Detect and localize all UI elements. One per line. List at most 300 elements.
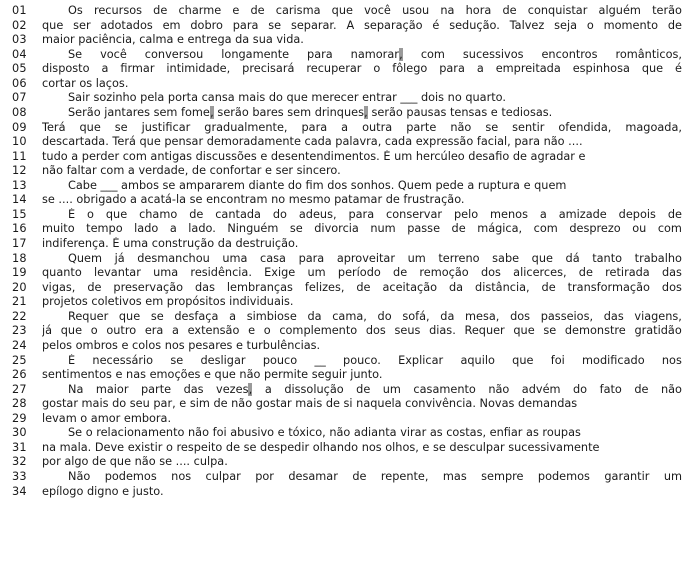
text-line — [0, 164, 694, 179]
text-line — [0, 179, 694, 194]
word: mágica, — [477, 222, 523, 236]
text-line — [0, 310, 694, 325]
line-number: 22 — [12, 309, 27, 323]
word: dos — [510, 309, 531, 323]
line-number: 29 — [12, 411, 27, 425]
word: o — [586, 18, 594, 32]
word: passe — [407, 222, 441, 236]
word: viagens, — [634, 309, 682, 323]
word: carisma — [275, 4, 321, 17]
word: um — [663, 470, 682, 483]
word: adeus, — [298, 207, 337, 221]
word: espinhosa — [572, 62, 630, 76]
word: a — [169, 222, 177, 236]
word: dos — [661, 280, 682, 294]
word: e — [248, 324, 256, 338]
word: separação — [364, 18, 423, 32]
word: de — [153, 4, 168, 17]
word: com — [657, 222, 682, 236]
word: chamo — [139, 207, 178, 221]
word: quanto — [42, 266, 82, 280]
word: que — [42, 18, 64, 32]
word: sedução. — [449, 18, 500, 32]
word: de — [667, 18, 682, 32]
text-line — [0, 266, 694, 281]
word: transformação — [567, 280, 650, 294]
word: você — [364, 4, 391, 17]
word: intimidade, — [166, 62, 231, 76]
word: seus — [394, 324, 421, 338]
comma-highlight: , — [248, 382, 253, 396]
line-number: 13 — [12, 178, 27, 192]
word: de — [393, 266, 408, 280]
word: que — [105, 207, 128, 221]
word: repente, — [380, 470, 429, 483]
word: aproveitar — [336, 251, 395, 265]
word: podemos — [104, 470, 157, 483]
word: A — [346, 18, 355, 32]
word: era — [144, 324, 164, 338]
word: na — [440, 4, 455, 17]
word: das — [603, 309, 624, 323]
word: tempo — [86, 222, 123, 236]
word: alguém — [598, 4, 641, 17]
text-line — [0, 383, 694, 398]
line-text: Cabe ___ ambos se ampararem diante do fim dos sonhos. Quem pede a ruptura e quem — [68, 178, 567, 192]
line-text — [42, 281, 682, 296]
word: usou — [402, 4, 430, 17]
line-text: Serão jantares sem fome, serão bares sem drinques, serão pausas tensas e tediosas. — [68, 105, 553, 119]
word: não — [488, 382, 510, 396]
comma-highlight: , — [210, 105, 214, 119]
word: fato — [599, 382, 622, 396]
word: Exige — [264, 266, 296, 280]
word: namorar, — [350, 47, 403, 61]
text-line — [0, 150, 694, 165]
line-text: se .... obrigado a acatá-la se encontram no mesmo patamar de frustração. — [42, 193, 465, 207]
word: Explicar — [398, 353, 444, 367]
line-number: 12 — [12, 164, 27, 178]
word: divorcia — [314, 222, 359, 236]
word: se — [543, 324, 557, 338]
word: recursos — [93, 4, 142, 17]
word: gratidão — [634, 324, 682, 338]
word: É — [68, 353, 76, 367]
line-number: 02 — [12, 18, 27, 32]
text-line — [0, 77, 694, 92]
word: um — [382, 382, 401, 396]
line-number: 04 — [12, 47, 27, 61]
word: felizes, — [304, 280, 345, 294]
word: de — [667, 207, 682, 221]
word: recuperar — [306, 62, 362, 76]
text-line — [0, 281, 694, 296]
word: empreitada — [495, 62, 561, 76]
word: aceitação — [382, 280, 438, 294]
word: desprezo — [569, 222, 621, 236]
word: seja — [554, 18, 578, 32]
word: encontros — [541, 47, 598, 61]
word: Terá — [42, 120, 66, 134]
word: Não — [68, 470, 91, 483]
word: desamar — [288, 470, 338, 483]
text-line — [0, 91, 694, 106]
line-number: 28 — [12, 397, 27, 411]
word: fôlego — [392, 62, 428, 76]
word: para — [439, 62, 465, 76]
text-line — [0, 48, 694, 63]
line-number: 23 — [12, 324, 27, 338]
text-line — [0, 324, 694, 339]
text-line — [0, 4, 694, 19]
line-number: 17 — [12, 237, 27, 250]
text-line — [0, 368, 694, 383]
word: de — [578, 266, 593, 280]
word: não — [450, 120, 472, 134]
word: passeios, — [540, 309, 594, 323]
word: foi — [550, 353, 565, 367]
word: desfaça — [174, 309, 219, 323]
word: adotados — [100, 18, 153, 32]
word: que — [118, 309, 141, 323]
line-number: 31 — [12, 440, 27, 454]
word: para — [348, 207, 375, 221]
word: ser — [73, 18, 91, 32]
text-line — [0, 193, 694, 208]
word: é — [675, 62, 682, 76]
text-line — [0, 455, 694, 470]
word: Na — [68, 382, 84, 396]
word: distância, — [475, 280, 530, 294]
word: dias. — [429, 324, 456, 338]
word: que — [513, 324, 535, 338]
word: menos — [490, 207, 528, 221]
word: casamento — [413, 382, 476, 396]
word: o — [373, 62, 381, 76]
word: uma — [222, 251, 248, 265]
word: de — [356, 280, 371, 294]
word: Quem — [68, 251, 103, 265]
word: a — [264, 382, 272, 396]
word: e — [232, 4, 240, 17]
line-number: 07 — [12, 91, 27, 105]
word: hora — [465, 4, 492, 17]
line-text: levam o amor embora. — [42, 411, 172, 425]
text-line — [0, 441, 694, 456]
word: um — [307, 266, 326, 280]
line-number: 15 — [12, 207, 27, 221]
word: com — [533, 222, 558, 236]
word: terreno — [438, 251, 480, 265]
text-line — [0, 62, 694, 77]
line-number: 11 — [12, 149, 27, 163]
line-text: tudo a perder com antigas discussões e desentendimentos. É um hercúleo desafio de agradar e — [42, 149, 586, 163]
line-text — [42, 48, 682, 63]
word: que — [79, 120, 101, 134]
word: para — [232, 18, 259, 32]
word: da — [440, 309, 455, 323]
word: você — [100, 47, 127, 61]
word: garantir — [604, 470, 650, 483]
word: sucessivos — [462, 47, 524, 61]
word: a — [172, 324, 179, 338]
word: charme — [178, 4, 222, 17]
word: simbiose — [246, 309, 297, 323]
line-number: 26 — [12, 368, 27, 382]
line-number: 01 — [12, 4, 27, 17]
word: a — [101, 62, 109, 76]
word: Requer — [68, 309, 109, 323]
line-number: 33 — [12, 470, 27, 483]
word: românticos, — [615, 47, 682, 61]
line-text — [42, 310, 682, 325]
word: do — [573, 382, 588, 396]
word: retirada — [605, 266, 650, 280]
line-text — [42, 470, 682, 485]
word: sentir — [512, 120, 545, 134]
word: dos — [365, 324, 386, 338]
line-text — [42, 4, 682, 19]
word: ofendida, — [558, 120, 612, 134]
line-number: 27 — [12, 382, 27, 396]
line-text: epílogo digno e justo. — [42, 484, 164, 498]
line-text — [42, 19, 682, 34]
word: sofá, — [402, 309, 430, 323]
word: que — [531, 251, 553, 265]
line-text — [42, 222, 682, 237]
word: lado — [134, 222, 159, 236]
word: lembranças — [226, 280, 293, 294]
word: pouco. — [343, 353, 381, 367]
line-text: indiferença. É uma construção da destruição. — [42, 237, 299, 250]
word: necessário — [92, 353, 154, 367]
line-number: 25 — [12, 353, 27, 367]
word: aquilo — [460, 353, 495, 367]
word: preservação — [113, 280, 184, 294]
word: um — [407, 251, 426, 265]
line-text: não faltar com a verdade, de confortar e ser sincero. — [42, 164, 341, 178]
word: num — [370, 222, 396, 236]
text-line — [0, 121, 694, 136]
word: período — [337, 266, 381, 280]
line-number: 21 — [12, 295, 27, 309]
word: já — [114, 251, 125, 265]
text-line — [0, 106, 694, 121]
word: a — [476, 62, 484, 76]
word: de — [87, 280, 102, 294]
word: das — [661, 266, 682, 280]
line-text: gostar mais do seu par, e sim de não gostar mais de si naquela convivência. Novas demandas — [42, 397, 578, 411]
word: muito — [42, 222, 75, 236]
text-line — [0, 339, 694, 354]
word: advém — [521, 382, 561, 396]
word: complemento — [279, 324, 358, 338]
word: remoção — [419, 266, 469, 280]
word: mesa, — [465, 309, 500, 323]
word: de — [352, 470, 367, 483]
word: de — [250, 4, 265, 17]
word: que — [60, 324, 83, 338]
word: o — [90, 324, 98, 338]
line-text — [42, 383, 682, 398]
line-text: cortar os laços. — [42, 76, 129, 90]
word: gradualmente, — [204, 120, 288, 134]
word: conversou — [144, 47, 204, 61]
word: o — [87, 207, 94, 221]
word: precisará — [242, 62, 295, 76]
word: se — [114, 120, 128, 134]
word: Talvez — [509, 18, 545, 32]
word: amizade — [558, 207, 607, 221]
text-line — [0, 295, 694, 310]
text-line — [0, 222, 694, 237]
word: é — [432, 18, 440, 32]
line-number: 19 — [12, 266, 27, 280]
line-text — [42, 252, 682, 267]
text-line — [0, 412, 694, 427]
word: desmanchou — [137, 251, 210, 265]
word: não — [660, 382, 682, 396]
word: culpar — [205, 470, 241, 483]
word: o — [263, 324, 271, 338]
word: trabalho — [634, 251, 682, 265]
word: lado. — [188, 222, 216, 236]
line-text: sentimentos e nas emoções e que não permite seguir junto. — [42, 368, 383, 382]
word: demonstre — [564, 324, 626, 338]
text-line — [0, 33, 694, 48]
word: justificar — [141, 120, 191, 134]
word: levantar — [94, 266, 141, 280]
word: do — [377, 309, 392, 323]
word: dobro — [190, 18, 223, 32]
line-number: 24 — [12, 338, 27, 352]
word: extensão — [187, 324, 240, 338]
word: modificado — [582, 353, 645, 367]
line-number: 30 — [12, 426, 27, 440]
word: da — [449, 280, 464, 294]
line-number: 18 — [12, 251, 27, 265]
word: residência. — [190, 266, 252, 280]
line-text: descartada. Terá que pensar demoradamente cada palavra, cada expressão facial, para não .... — [42, 135, 583, 149]
word: com — [420, 47, 445, 61]
word: em — [162, 18, 181, 32]
word: Se — [68, 47, 83, 61]
line-text — [42, 62, 682, 77]
word: depois — [618, 207, 656, 221]
line-text — [42, 121, 682, 136]
word: dissolução — [284, 382, 344, 396]
line-number: 14 — [12, 193, 27, 207]
word: tanto — [592, 251, 623, 265]
text-line — [0, 208, 694, 223]
word: Requer — [464, 324, 505, 338]
word: disposto — [42, 62, 90, 76]
line-text: na mala. Deve existir o respeito de se despedir olhando nos olhos, e se desculpar sucessivamente — [42, 440, 600, 454]
word: que — [331, 4, 353, 17]
word: magoada, — [625, 120, 682, 134]
line-text: Sair sozinho pela porta cansa mais do que merecer entrar ___ dois no quarto. — [68, 91, 506, 105]
word: outra — [362, 120, 393, 134]
text-line — [0, 426, 694, 441]
comma-highlight: , — [364, 105, 368, 119]
line-number: 16 — [12, 222, 27, 236]
line-number: 32 — [12, 455, 27, 469]
word: sempre — [481, 470, 524, 483]
word: __ — [314, 353, 326, 367]
word: de — [356, 382, 371, 396]
word: se — [170, 353, 184, 367]
word: já — [42, 324, 53, 338]
text-line — [0, 135, 694, 150]
line-number: 05 — [12, 62, 27, 76]
word: separar. — [290, 18, 337, 32]
word: que — [512, 353, 534, 367]
word: dá — [565, 251, 580, 265]
word: das — [195, 280, 215, 294]
word: maior — [95, 382, 129, 396]
word: É — [68, 207, 76, 221]
word: sabe — [492, 251, 520, 265]
word: casa — [260, 251, 286, 265]
word: nos — [171, 470, 192, 483]
word: momento — [603, 18, 658, 32]
line-text — [42, 354, 682, 369]
word: se — [268, 18, 282, 32]
word: para — [298, 251, 325, 265]
word: conquistar — [527, 4, 588, 17]
word: Ninguém — [227, 222, 279, 236]
line-number: 20 — [12, 280, 27, 294]
word: mas — [442, 470, 467, 483]
word: por — [255, 470, 274, 483]
word: vigas, — [42, 280, 76, 294]
line-text — [42, 266, 682, 281]
word: desligar — [200, 353, 246, 367]
word: conservar — [386, 207, 443, 221]
word: pelo — [453, 207, 479, 221]
comma-highlight: , — [399, 47, 403, 61]
line-number: 34 — [12, 484, 27, 498]
word: a — [341, 120, 349, 134]
word: longamente — [221, 47, 290, 61]
word: pouco — [262, 353, 298, 367]
word: de — [189, 207, 204, 221]
word: podemos — [537, 470, 590, 483]
word: a — [229, 309, 237, 323]
word: dos — [480, 266, 501, 280]
word: se — [485, 120, 499, 134]
word: nos — [661, 353, 682, 367]
word: parte — [406, 120, 437, 134]
word: se — [289, 222, 303, 236]
line-text: Se o relacionamento não foi abusivo e tóxico, não adianta virar as costas, enfiar as roupas — [68, 426, 581, 440]
word: ou — [632, 222, 647, 236]
line-number: 03 — [12, 33, 27, 47]
word: outro — [106, 324, 137, 338]
line-number: 06 — [12, 76, 27, 90]
line-number: 08 — [12, 105, 27, 119]
text-line — [0, 237, 694, 252]
word: se — [150, 309, 164, 323]
word: do — [272, 207, 287, 221]
word: de — [634, 382, 649, 396]
word: de — [502, 4, 517, 17]
line-number: 10 — [12, 135, 27, 149]
word: para — [301, 120, 328, 134]
line-number: 09 — [12, 120, 27, 134]
word: que — [641, 62, 664, 76]
word: da — [307, 309, 322, 323]
